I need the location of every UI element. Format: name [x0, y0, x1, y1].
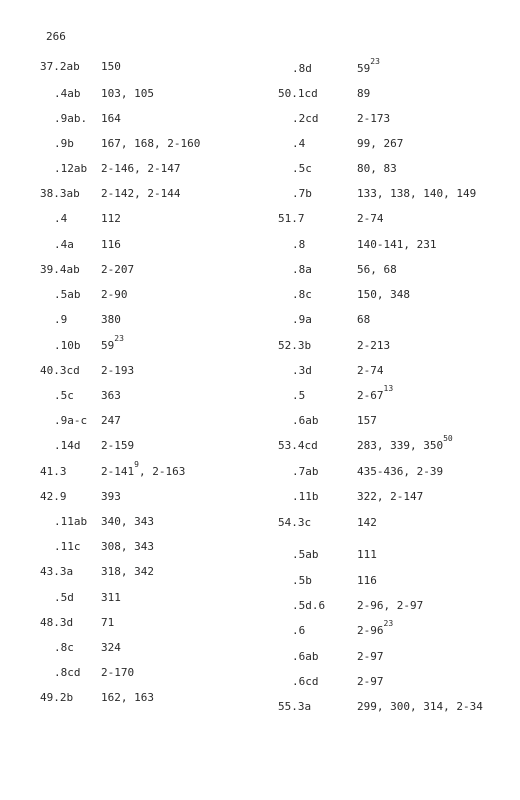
footnote-marker: 50 — [443, 434, 453, 443]
entry-pages: 2-193 — [101, 364, 135, 377]
entry-pages: 142 — [357, 516, 377, 529]
entry-pages: 2-146, 2-147 — [101, 162, 181, 175]
entry-pages: 150 — [101, 60, 121, 73]
entry-reference: .5c — [54, 389, 74, 402]
entry-reference: .5b — [292, 574, 312, 587]
entry-pages: $59^{23}$ — [101, 334, 124, 352]
entry-pages: 435-436, 2-39 — [357, 465, 444, 478]
entry-pages: 318, 342 — [101, 565, 154, 578]
entry-pages: 71 — [101, 616, 115, 629]
entry-reference: 40.3cd — [40, 364, 80, 377]
footnote-marker: 13 — [383, 384, 394, 393]
entry-pages: 363 — [101, 389, 121, 402]
entry-reference: .9 — [54, 313, 68, 326]
entry-pages: 2-173 — [357, 112, 391, 125]
entry-reference: 50.1cd — [278, 87, 318, 100]
entry-reference: 38.3ab — [40, 187, 80, 200]
entry-pages: 340, 343 — [101, 515, 154, 528]
entry-pages: 99, 267 — [357, 137, 404, 150]
entry-pages: 283, 339, $350^{50}$ — [357, 434, 453, 452]
entry-reference: 53.4cd — [278, 439, 318, 452]
entry-pages: 162, 163 — [101, 691, 154, 704]
entry-reference: .6ab — [292, 414, 319, 427]
entry-reference: 49.2b — [40, 691, 74, 704]
entry-reference: .5d — [54, 591, 74, 604]
entry-reference: 51.7 — [278, 212, 305, 225]
entry-reference: .10b — [54, 339, 81, 352]
entry-pages: 393 — [101, 490, 121, 503]
entry-reference: .6ab — [292, 650, 319, 663]
entry-pages: 164 — [101, 112, 121, 125]
entry-pages: $2-96^{23}$ — [357, 619, 394, 637]
entry-reference: .9b — [54, 137, 74, 150]
entry-reference: .2cd — [292, 112, 319, 125]
entry-reference: .4 — [292, 137, 306, 150]
entry-reference: .8c — [292, 288, 312, 301]
entry-reference: .6 — [292, 624, 306, 637]
entry-pages: $2-141^9$, 2-163 — [101, 460, 186, 478]
entry-reference: 55.3a — [278, 700, 312, 713]
entry-pages: 322, 2-147 — [357, 490, 424, 503]
entry-pages: $2-67^{13}$ — [357, 384, 394, 402]
entry-reference: 54.3c — [278, 516, 312, 529]
entry-pages: 116 — [101, 238, 121, 251]
entry-reference: .7b — [292, 187, 312, 200]
entry-reference: .5d.6 — [292, 599, 326, 612]
entry-pages: $59^{23}$ — [357, 57, 380, 75]
entry-reference: 42.9 — [40, 490, 67, 503]
entry-reference: .3d — [292, 364, 312, 377]
entry-reference: .4ab — [54, 87, 81, 100]
entry-pages: 308, 343 — [101, 540, 154, 553]
entry-pages: 2-90 — [101, 288, 128, 301]
footnote-marker: 9 — [134, 460, 139, 469]
entry-pages: 157 — [357, 414, 377, 427]
entry-pages: 247 — [101, 414, 121, 427]
entry-reference: .14d — [54, 439, 81, 452]
entry-pages: 112 — [101, 212, 121, 225]
entry-reference: .5 — [292, 389, 306, 402]
entry-pages: 167, 168, 2-160 — [101, 137, 201, 150]
footnote-marker: 23 — [370, 57, 380, 66]
entry-reference: .8 — [292, 238, 306, 251]
entry-pages: 111 — [357, 548, 377, 561]
entry-pages: 2-142, 2-144 — [101, 187, 181, 200]
entry-reference: .11b — [292, 490, 319, 503]
entry-pages: 80, 83 — [357, 162, 397, 175]
entry-pages: 150, 348 — [357, 288, 410, 301]
entry-pages: 2-159 — [101, 439, 135, 452]
footnote-marker: 23 — [114, 334, 124, 343]
entry-reference: .8c — [54, 641, 74, 654]
entry-reference: 41.3 — [40, 465, 67, 478]
entry-reference: 39.4ab — [40, 263, 80, 276]
entry-pages: 2-97 — [357, 675, 384, 688]
entry-pages: 2-170 — [101, 666, 135, 679]
entry-reference: .8cd — [54, 666, 81, 679]
entry-pages: 140-141, 231 — [357, 238, 437, 251]
entry-reference: 52.3b — [278, 339, 312, 352]
entry-reference: .9ab. — [54, 112, 88, 125]
entry-pages: 2-97 — [357, 650, 384, 663]
entry-reference: 37.2ab — [40, 60, 80, 73]
entry-reference: .5ab — [292, 548, 319, 561]
entry-pages: 89 — [357, 87, 371, 100]
footnote-marker: 23 — [383, 619, 394, 628]
entry-pages: 324 — [101, 641, 121, 654]
entry-pages: 2-207 — [101, 263, 135, 276]
entry-reference: .8d — [292, 62, 312, 75]
entry-reference: .12ab — [54, 162, 88, 175]
entry-reference: .4 — [54, 212, 68, 225]
entry-pages: 133, 138, 140, 149 — [357, 187, 477, 200]
entry-reference: .11ab — [54, 515, 88, 528]
entry-reference: .4a — [54, 238, 74, 251]
entry-reference: .5ab — [54, 288, 81, 301]
entry-reference: .9a — [292, 313, 312, 326]
entry-pages: 2-74 — [357, 364, 384, 377]
entry-reference: .11c — [54, 540, 81, 553]
entry-pages: 2-213 — [357, 339, 391, 352]
entry-pages: 68 — [357, 313, 371, 326]
page-number: 266 — [46, 30, 66, 43]
entry-pages: 2-74 — [357, 212, 384, 225]
entry-reference: 43.3a — [40, 565, 74, 578]
entry-pages: 311 — [101, 591, 121, 604]
entry-reference: .9a-c — [54, 414, 88, 427]
entry-pages: 103, 105 — [101, 87, 154, 100]
entry-pages: 299, 300, 314, 2-34 — [357, 700, 483, 713]
entry-reference: 48.3d — [40, 616, 74, 629]
entry-reference: .8a — [292, 263, 312, 276]
entry-pages: 116 — [357, 574, 377, 587]
entry-reference: .6cd — [292, 675, 319, 688]
entry-reference: .5c — [292, 162, 312, 175]
entry-pages: 380 — [101, 313, 121, 326]
entry-reference: .7ab — [292, 465, 319, 478]
entry-pages: 2-96, 2-97 — [357, 599, 424, 612]
entry-pages: 56, 68 — [357, 263, 397, 276]
